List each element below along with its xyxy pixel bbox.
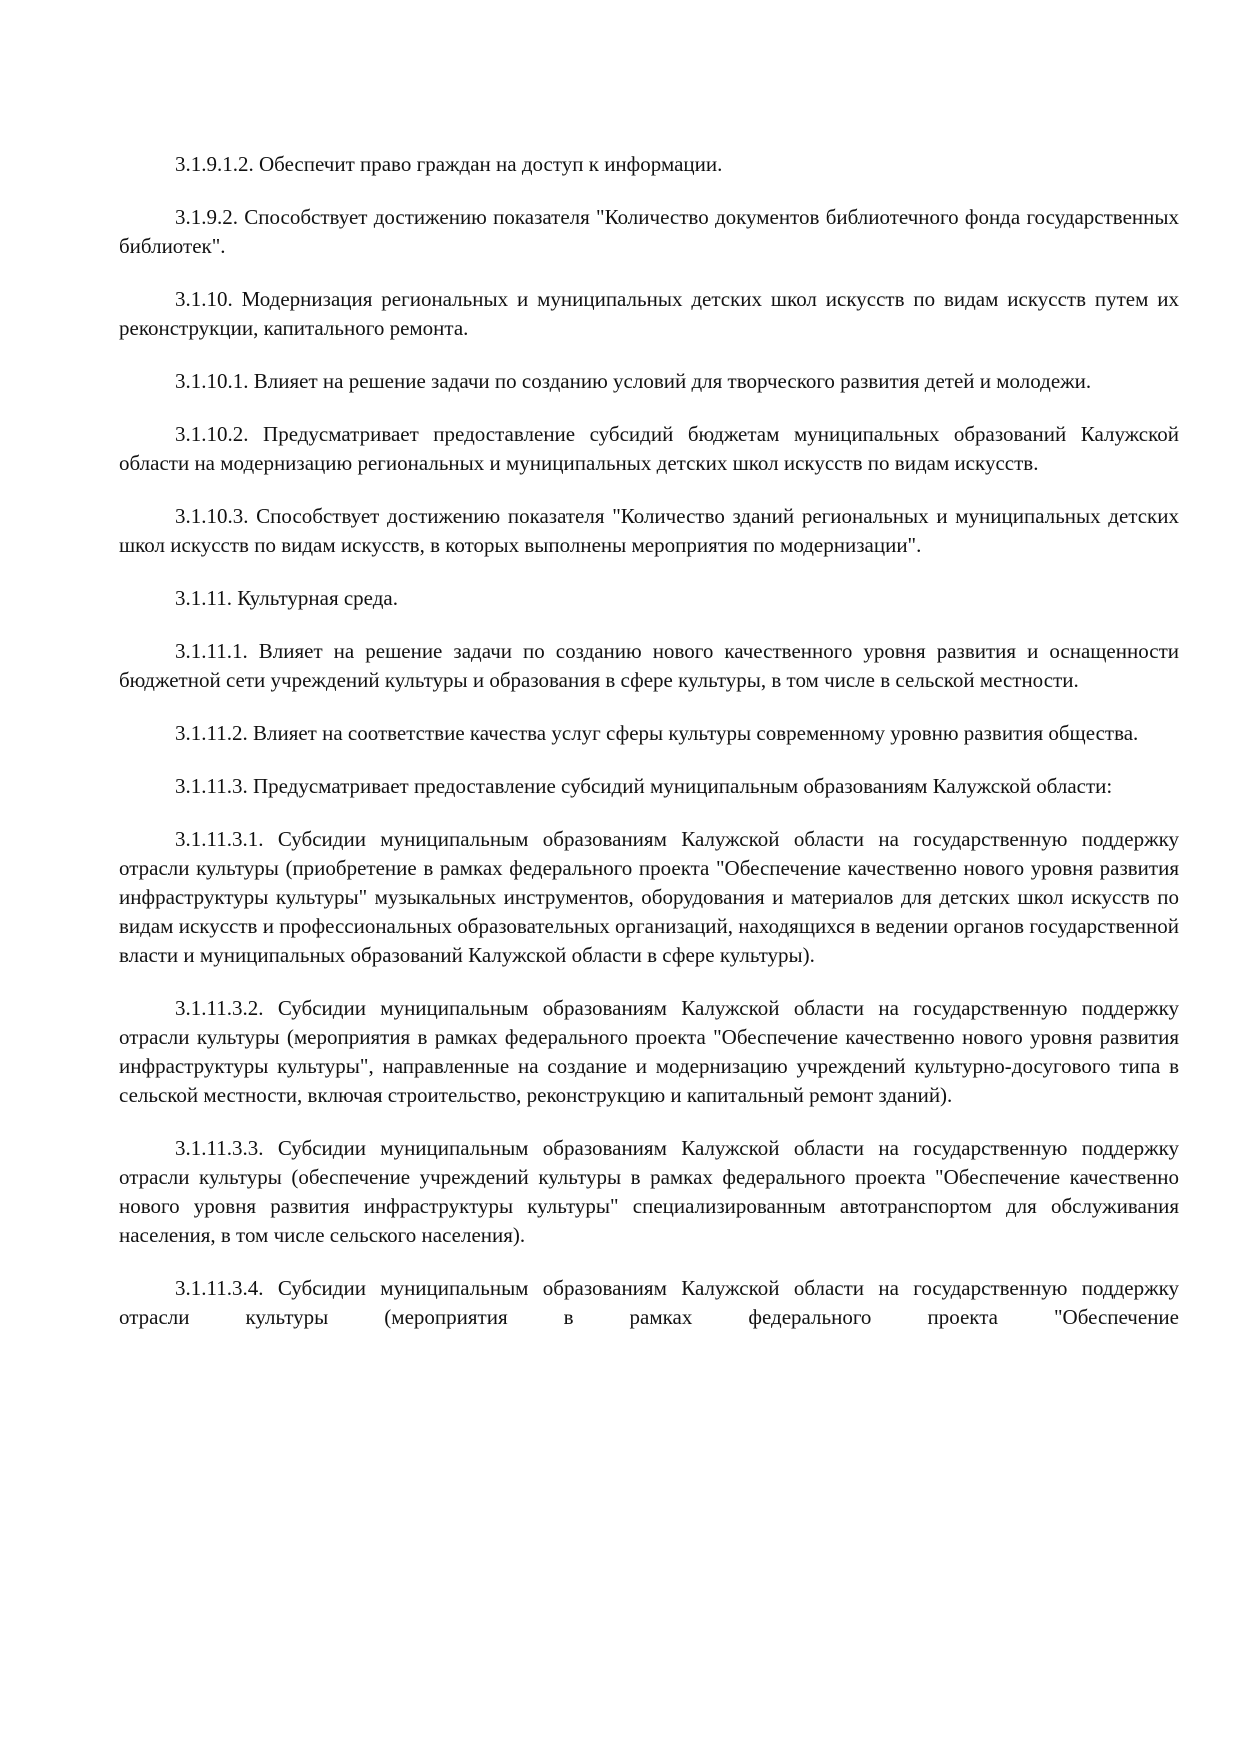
document-page [119, 150, 1179, 1356]
paragraph-3-1-9-1-2: 3.1.9.1.2. Обеспечит право граждан на доступ к информации. [175, 152, 723, 176]
paragraph-3-1-9-2: 3.1.9.2. Способствует достижению показателя "Количество документов библиотечного фонда государственных библиотек". [119, 205, 1179, 258]
paragraph-3-1-10-1: 3.1.10.1. Влияет на решение задачи по созданию условий для творческого развития детей и молодежи. [175, 369, 1092, 393]
paragraph-3-1-10: 3.1.10. Модернизация региональных и муниципальных детских школ искусств по видам искусств путем их реконструкции, капитального ремонта. [119, 287, 1179, 340]
paragraph-3-1-11-3-3: 3.1.11.3.3. Субсидии муниципальным образованиям Калужской области на государственную поддержку отрасли культуры (обеспечение учреждений культуры в рамках федерального проекта "Обеспечение качественно нового уровня развития инфраструктуры культуры" специализированным автотранспортом для обслуживания населения, в том числе сельского населения). [119, 1136, 1179, 1247]
paragraph-3-1-11-2: 3.1.11.2. Влияет на соответствие качества услуг сферы культуры современному уровню развития общества. [175, 721, 1139, 745]
paragraph-3-1-11-3: 3.1.11.3. Предусматривает предоставление субсидий муниципальным образованиям Калужской области: [175, 774, 1113, 798]
paragraph-3-1-11-1: 3.1.11.1. Влияет на решение задачи по созданию нового качественного уровня развития и оснащенности бюджетной сети учреждений культуры и образования в сфере культуры, в том числе в сельской местности. [119, 639, 1179, 692]
paragraph-3-1-10-2: 3.1.10.2. Предусматривает предоставление субсидий бюджетам муниципальных образований Калужской области на модернизацию региональных и муниципальных детских школ искусств по видам искусств. [119, 422, 1179, 475]
paragraph-3-1-11-3-1: 3.1.11.3.1. Субсидии муниципальным образованиям Калужской области на государственную поддержку отрасли культуры (приобретение в рамках федерального проекта "Обеспечение качественно нового уровня развития инфраструктуры культуры" музыкальных инструментов, оборудования и материалов для детских школ искусств по видам искусств и профессиональных образовательных организаций, находящихся в ведении органов государственной власти и муниципальных образований Калужской области в сфере культуры). [119, 827, 1179, 967]
paragraph-3-1-11-3-2: 3.1.11.3.2. Субсидии муниципальным образованиям Калужской области на государственную поддержку отрасли культуры (мероприятия в рамках федерального проекта "Обеспечение качественно нового уровня развития инфраструктуры культуры", направленные на создание и модернизацию учреждений культурно-досугового типа в сельской местности, включая строительство, реконструкцию и капитальный ремонт зданий). [119, 996, 1179, 1107]
paragraph-3-1-11-3-4: 3.1.11.3.4. Субсидии муниципальным образованиям Калужской области на государственную поддержку отрасли культуры (мероприятия в рамках федерального проекта "Обеспечение [119, 1276, 1179, 1329]
paragraph-3-1-10-3: 3.1.10.3. Способствует достижению показателя "Количество зданий региональных и муниципальных детских школ искусств по видам искусств, в которых выполнены мероприятия по модернизации". [119, 504, 1179, 557]
paragraph-3-1-11: 3.1.11. Культурная среда. [175, 586, 398, 610]
